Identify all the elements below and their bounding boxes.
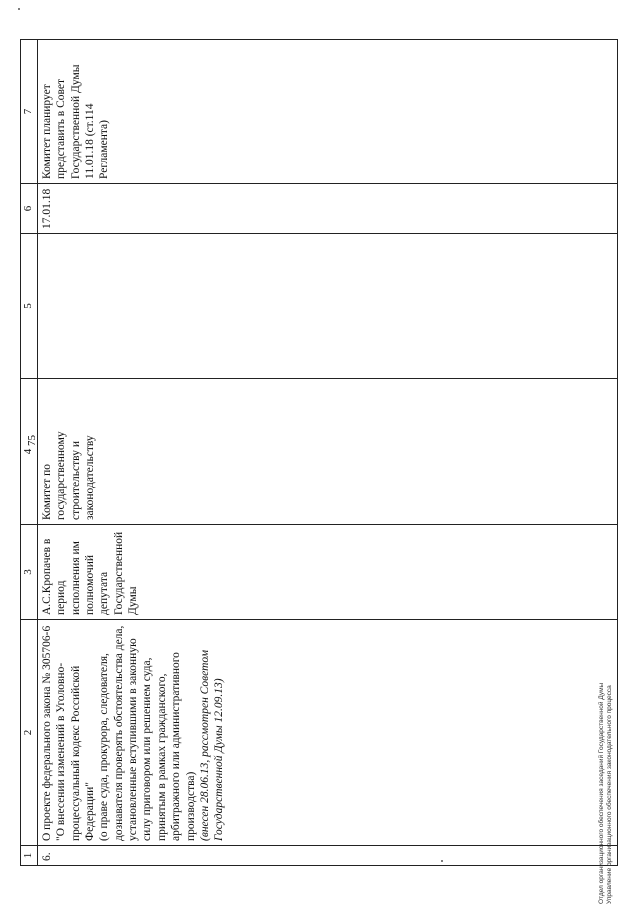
page-number: 75 bbox=[26, 435, 38, 446]
footer-line-1: Отдел организационного обеспечения заседаний Государственной Думы bbox=[598, 682, 605, 904]
column-5-cell bbox=[37, 234, 617, 379]
desc-line: силу приговором или решением суда, bbox=[141, 657, 154, 841]
desc-line: дознавателя проверять обстоятельства дела, bbox=[112, 625, 125, 841]
desc-line: арбитражного или административного bbox=[170, 652, 183, 841]
header-row bbox=[21, 40, 38, 866]
desc-line: процессуальный кодекс Российской bbox=[69, 665, 82, 841]
footer-note bbox=[598, 604, 615, 904]
desc-line: О проекте федерального закона № 305706-6 bbox=[40, 625, 53, 841]
bill-description bbox=[37, 620, 617, 846]
table-row bbox=[37, 40, 617, 866]
desc-line: установленные вступившими в законную bbox=[127, 638, 139, 841]
footer-line-2: Управление организационного обеспечения законодательного процесса bbox=[606, 685, 614, 904]
responsible-committee: Комитет по государственному строительству и законодательству bbox=[37, 379, 617, 525]
scan-speck bbox=[441, 860, 443, 862]
header-cell-6: 6 bbox=[21, 184, 38, 234]
desc-submission-note: (внесен 28.06.13, рассмотрен Советом Государственной Думы 12.09.13) bbox=[198, 649, 226, 841]
desc-line: производства) bbox=[184, 771, 197, 841]
header-cell-4: 4 bbox=[21, 379, 38, 525]
header-cell-5: 5 bbox=[21, 234, 38, 379]
header-cell-2: 2 bbox=[21, 620, 38, 846]
desc-line: "О внесении изменений в Уголовно- bbox=[55, 662, 68, 841]
rotated-table-container bbox=[20, 40, 618, 866]
scan-speck bbox=[18, 8, 20, 10]
row-number: 6. bbox=[37, 846, 617, 866]
desc-line: принятым в рамках гражданского, bbox=[155, 673, 168, 841]
header-cell-3: 3 bbox=[21, 525, 38, 620]
bill-author: А.С.Кропачев в период исполнения им полномочий депутата Государственной Думы bbox=[37, 525, 617, 620]
header-cell-7: 7 bbox=[21, 40, 38, 184]
bills-table bbox=[20, 39, 618, 866]
plan-cell: Комитет планирует представить в Совет Государственной Думы 11.01.18 (ст.114 Регламента) bbox=[37, 40, 617, 184]
desc-line: Федерации" bbox=[83, 781, 96, 841]
header-cell-1: 1 bbox=[21, 846, 38, 866]
desc-line: (о праве суда, прокурора, следователя, bbox=[98, 653, 111, 841]
date-cell: 17.01.18 bbox=[37, 184, 617, 234]
